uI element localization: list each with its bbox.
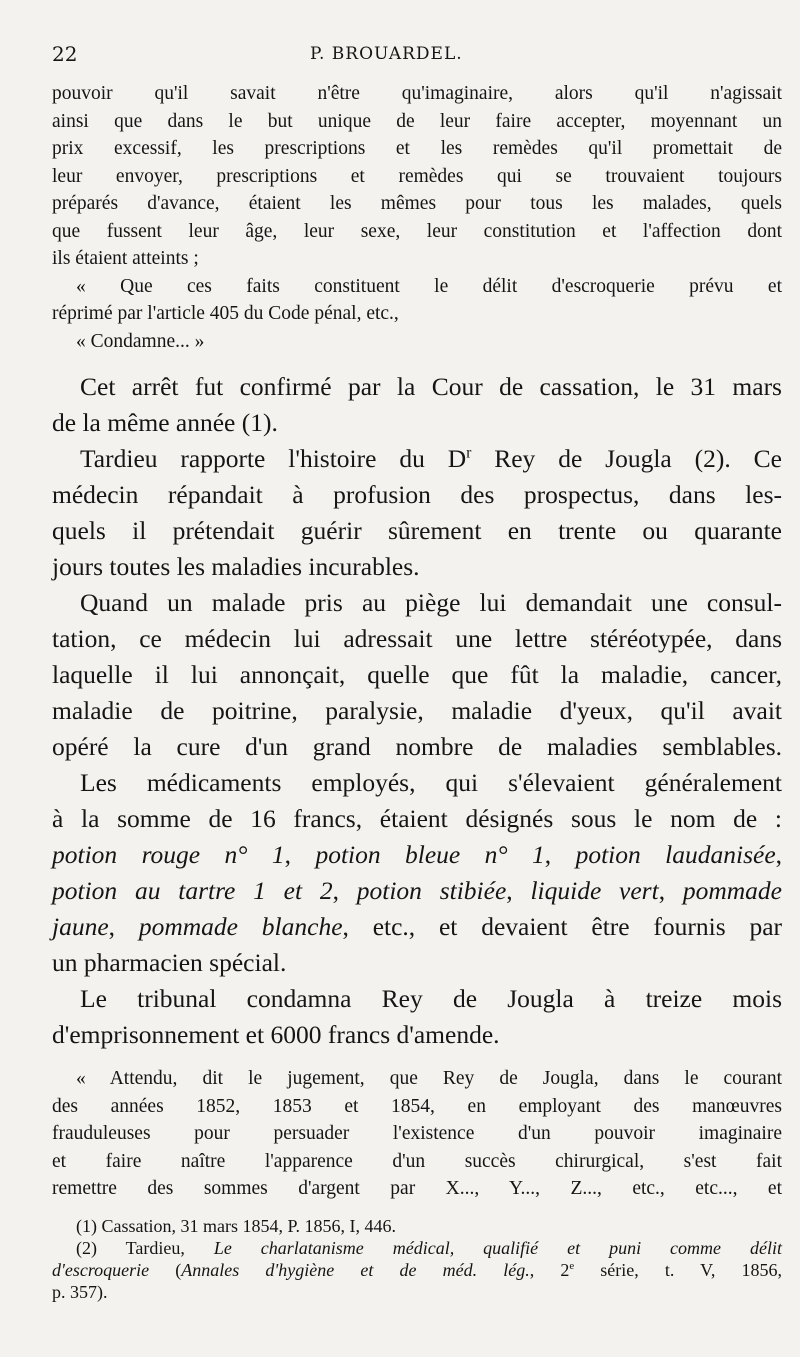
text-line: potion au tartre 1 et 2, potion stibiée, liquide vert, pommade [52,876,782,905]
text-line: d'emprisonnement et 6000 francs d'amende. [52,1020,500,1049]
text-line: maladie de poitrine, paralysie, maladie d'yeux, qu'il avait [52,696,782,725]
quoted-judgment-2 [52,1065,782,1203]
text-line: de la même année (1). [52,408,278,437]
text-line: jaune, pommade blanche, etc., et devaient être fournis par [52,912,783,941]
body-text [52,369,782,1053]
quote-line: que fussent leur âge, leur sexe, leur constitution et l'affection dont [52,220,782,242]
quote-line: remettre des sommes d'argent par X..., Y..., Z..., etc., etc..., et [52,1178,782,1199]
footnote-2-cont: d'escroquerie (Annales d'hygiène et de méd. lég., 2e série, t. V, 1856, [52,1259,782,1280]
running-title: P. BROUARDEL. [310,44,463,64]
quote-line: pouvoir qu'il savait n'être qu'imaginaire, alors qu'il n'agissait [52,83,782,104]
quote-line: et faire naître l'apparence d'un succès chirurgical, s'est fait [52,1150,782,1172]
footnote-2-end: p. 357). [52,1281,108,1302]
quote-line: préparés d'avance, étaient les mêmes pour tous les malades, quels [52,193,782,214]
text-line: opéré la cure d'un grand nombre de maladies semblables. [52,732,782,761]
quote-line: « Attendu, dit le jugement, que Rey de Jougla, dans le courant [76,1068,782,1089]
quote-line: frauduleuses pour persuader l'existence d'un pouvoir imaginaire [52,1123,782,1144]
footnote-2: (2) Tardieu, Le charlatanisme médical, qualifié et puni comme délit [76,1237,782,1258]
text-line: Tardieu rapporte l'histoire du $D^r$ Rey de Jougla (2). Ce [80,444,783,473]
quote-line: leur envoyer, prescriptions et remèdes qui se trouvaient toujours [52,165,782,187]
quote-line: réprimé par l'article 405 du Code pénal, etc., [52,303,399,324]
quote-line: ainsi que dans le but unique de leur faire accepter, moyennant un [52,110,782,132]
quote-line: des années 1852, 1853 et 1854, en employant des manœuvres [52,1095,782,1117]
footnote-1: (1) Cassation, 31 mars 1854, P. 1856, I, 446. [76,1215,396,1236]
text-line: médecin répandait à profusion des prospectus, dans les- [52,480,782,509]
quote-line: « Condamne... » [76,330,205,352]
text-line: Les médicaments employés, qui s'élevaient généralement [80,768,782,797]
page-header [52,40,782,80]
quote-line: ils étaient atteints ; [52,248,199,269]
quoted-judgment [52,80,782,355]
text-line: Le tribunal condamna Rey de Jougla à treize mois [80,984,782,1013]
text-line: Quand un malade pris au piège lui demandait une consul- [80,588,782,617]
text-line: potion rouge n° 1, potion bleue n° 1, potion laudanisée, [52,840,783,869]
quote-line: « Que ces faits constituent le délit d'escroquerie prévu et [76,275,782,297]
text-line: tation, ce médecin lui adressait une lettre stéréotypée, dans [52,624,782,653]
footnotes [52,1215,782,1303]
text-line: Cet arrêt fut confirmé par la Cour de cassation, le 31 mars [80,372,782,401]
text-line: un pharmacien spécial. [52,948,287,977]
text-line: laquelle il lui annonçait, quelle que fût la maladie, cancer, [52,660,782,689]
text-line: quels il prétendait guérir sûrement en trente ou quarante [52,516,782,545]
quote-line: prix excessif, les prescriptions et les remèdes qu'il promettait de [52,138,782,159]
book-page [52,40,782,1303]
page-number: 22 [52,42,78,66]
text-line: à la somme de 16 francs, étaient désignés sous le nom de : [52,804,782,833]
text-line: jours toutes les maladies incurables. [52,552,420,581]
